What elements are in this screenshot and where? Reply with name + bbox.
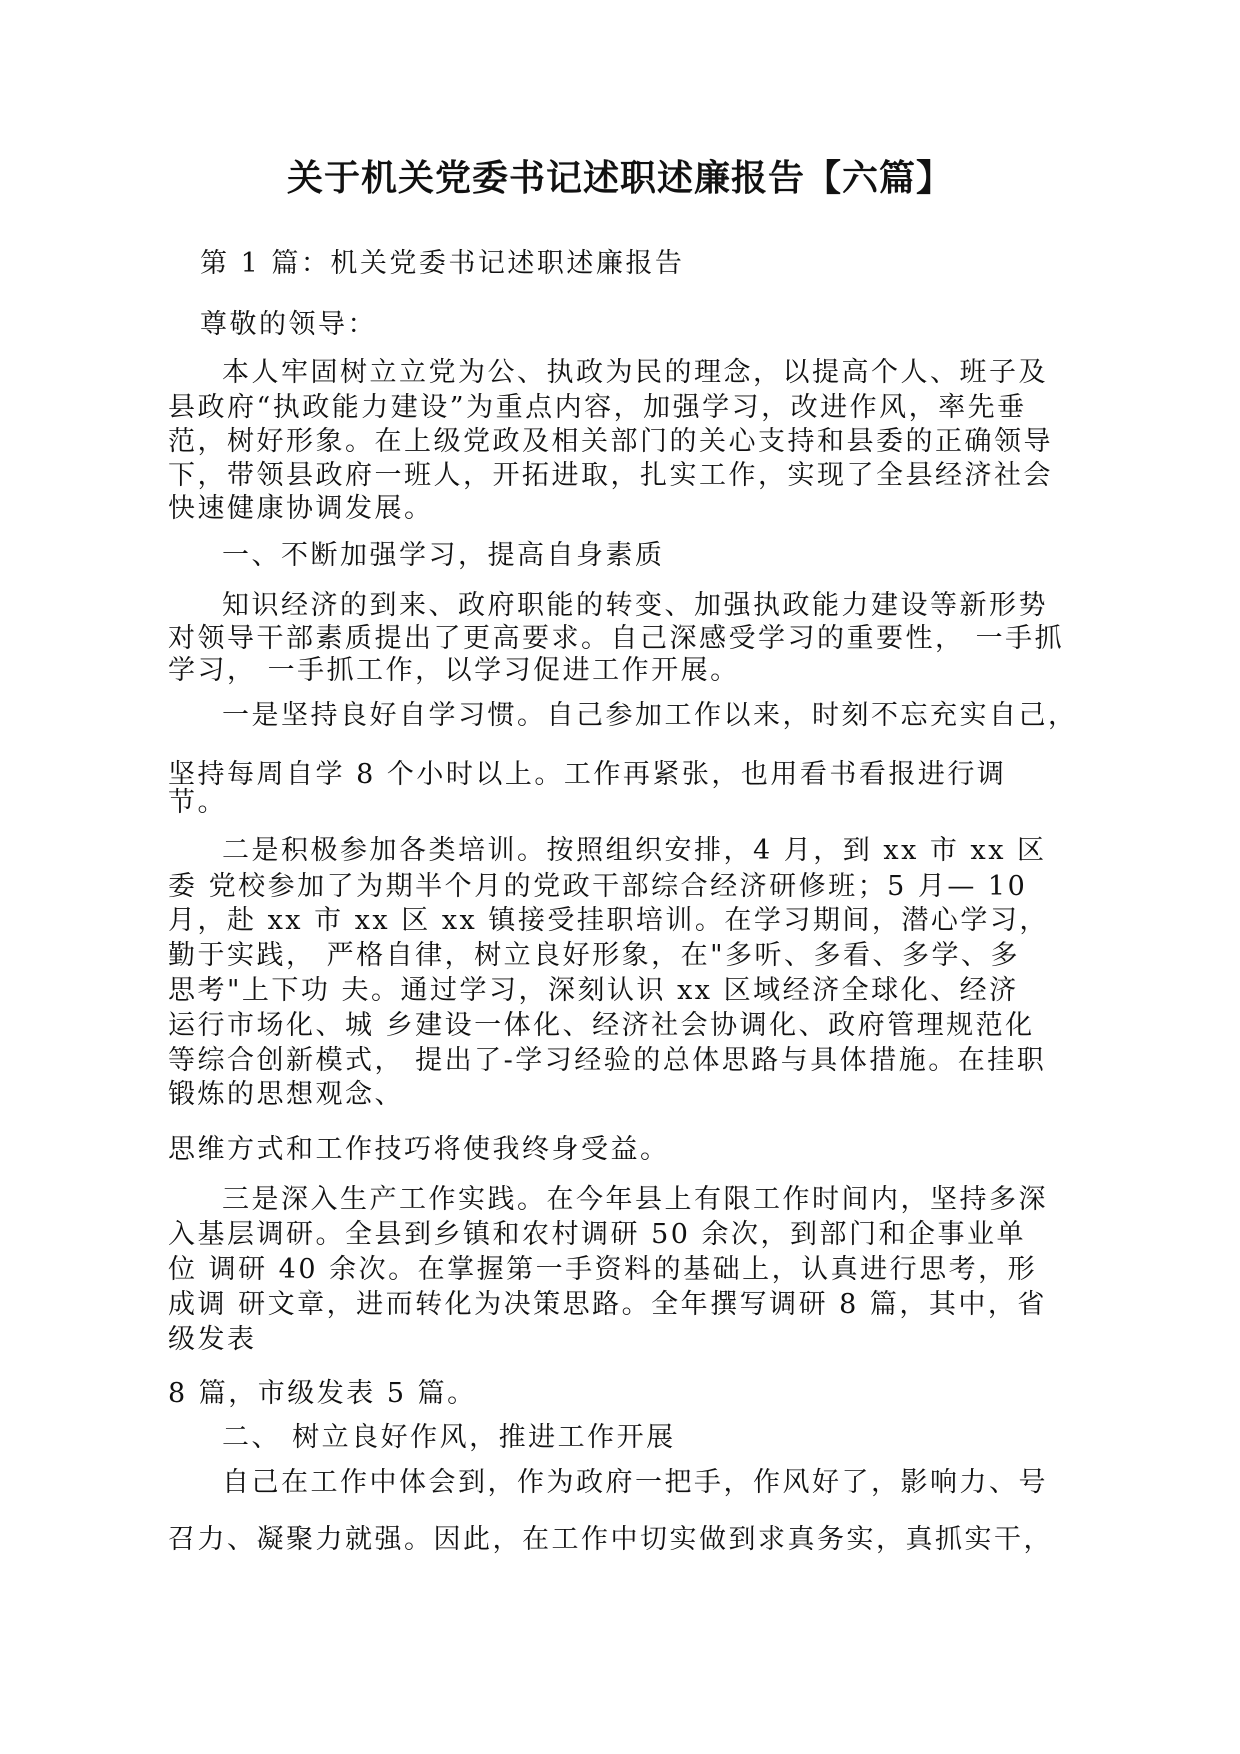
paragraph-line: 思考"上下功 夫。通过学习，深刻认识 xx 区域经济全球化、经济: [168, 975, 1019, 1006]
paragraph-line: 知识经济的到来、政府职能的转变、加强执政能力建设等新形势: [222, 590, 1048, 621]
paragraph-line: 级发表: [168, 1324, 257, 1355]
paragraph-line: 锻炼的思想观念、: [168, 1079, 404, 1110]
paragraph-line: 成调 研文章，进而转化为决策思路。全年撰写调研 8 篇，其中，省: [168, 1289, 1047, 1320]
paragraph-line: 8 篇，市级发表 5 篇。: [168, 1378, 477, 1409]
document-title: 关于机关党委书记述职述廉报告【六篇】: [286, 158, 953, 199]
subheading: 二、 树立良好作风，推进工作开展: [222, 1422, 676, 1453]
paragraph-line: 勤于实践， 严格自律，树立良好形象，在"多听、多看、多学、多: [168, 940, 1021, 971]
paragraph-line: 位 调研 40 余次。在掌握第一手资料的基础上，认真进行思考，形: [168, 1254, 1038, 1285]
paragraph-line: 等综合创新模式， 提出了-学习经验的总体思路与具体措施。在挂职: [168, 1045, 1047, 1076]
paragraph-line: 思维方式和工作技巧将使我终身受益。: [168, 1134, 670, 1165]
paragraph-line: 月，赴 xx 市 xx 区 xx 镇接受挂职培训。在学习期间，潜心学习，: [168, 905, 1049, 936]
paragraph-line: 自己在工作中体会到，作为政府一把手，作风好了，影响力、号: [222, 1467, 1048, 1498]
paragraph-line: 三是深入生产工作实践。在今年县上有限工作时间内，坚持多深: [222, 1184, 1048, 1215]
paragraph-line: 下，带领县政府一班人，开拓进取，扎实工作，实现了全县经济社会: [168, 460, 1053, 491]
paragraph-line: 对领导干部素质提出了更高要求。自己深感受学习的重要性， 一手抓: [168, 623, 1065, 654]
paragraph-line: 入基层调研。全县到乡镇和农村调研 50 余次，到部门和企事业单: [168, 1219, 1027, 1250]
paragraph-line: 县政府“执政能力建设”为重点内容，加强学习，改进作风，率先垂: [168, 392, 1027, 423]
paragraph-line: 范，树好形象。在上级党政及相关部门的关心支持和县委的正确领导: [168, 426, 1053, 457]
paragraph-line: 学习， 一手抓工作，以学习促进工作开展。: [168, 655, 740, 686]
paragraph-line: 运行市场化、城 乡建设一体化、经济社会协调化、政府管理规范化: [168, 1010, 1035, 1041]
paragraph-line: 一是坚持良好自学习惯。自己参加工作以来，时刻不忘充实自己，: [222, 700, 1078, 731]
salutation: 尊敬的领导：: [200, 309, 377, 340]
paragraph-line: 二是积极参加各类培训。按照组织安排，4 月，到 xx 市 xx 区: [222, 835, 1047, 866]
paragraph-line: 坚持每周自学 8 个小时以上。工作再紧张，也用看书看报进行调: [168, 759, 1007, 790]
subheading: 一、不断加强学习，提高自身素质: [222, 540, 665, 571]
paragraph-line: 快速健康协调发展。: [168, 493, 434, 524]
paragraph-line: 召力、凝聚力就强。因此，在工作中切实做到求真务实，真抓实干，: [168, 1524, 1053, 1555]
paragraph-line: 委 党校参加了为期半个月的党政干部综合经济研修班；5 月— 10: [168, 871, 1028, 902]
paragraph-line: 节。: [168, 787, 227, 818]
paragraph-line: 本人牢固树立立党为公、执政为民的理念，以提高个人、班子及: [222, 357, 1048, 388]
section-heading: 第 1 篇：机关党委书记述职述廉报告: [200, 248, 685, 279]
